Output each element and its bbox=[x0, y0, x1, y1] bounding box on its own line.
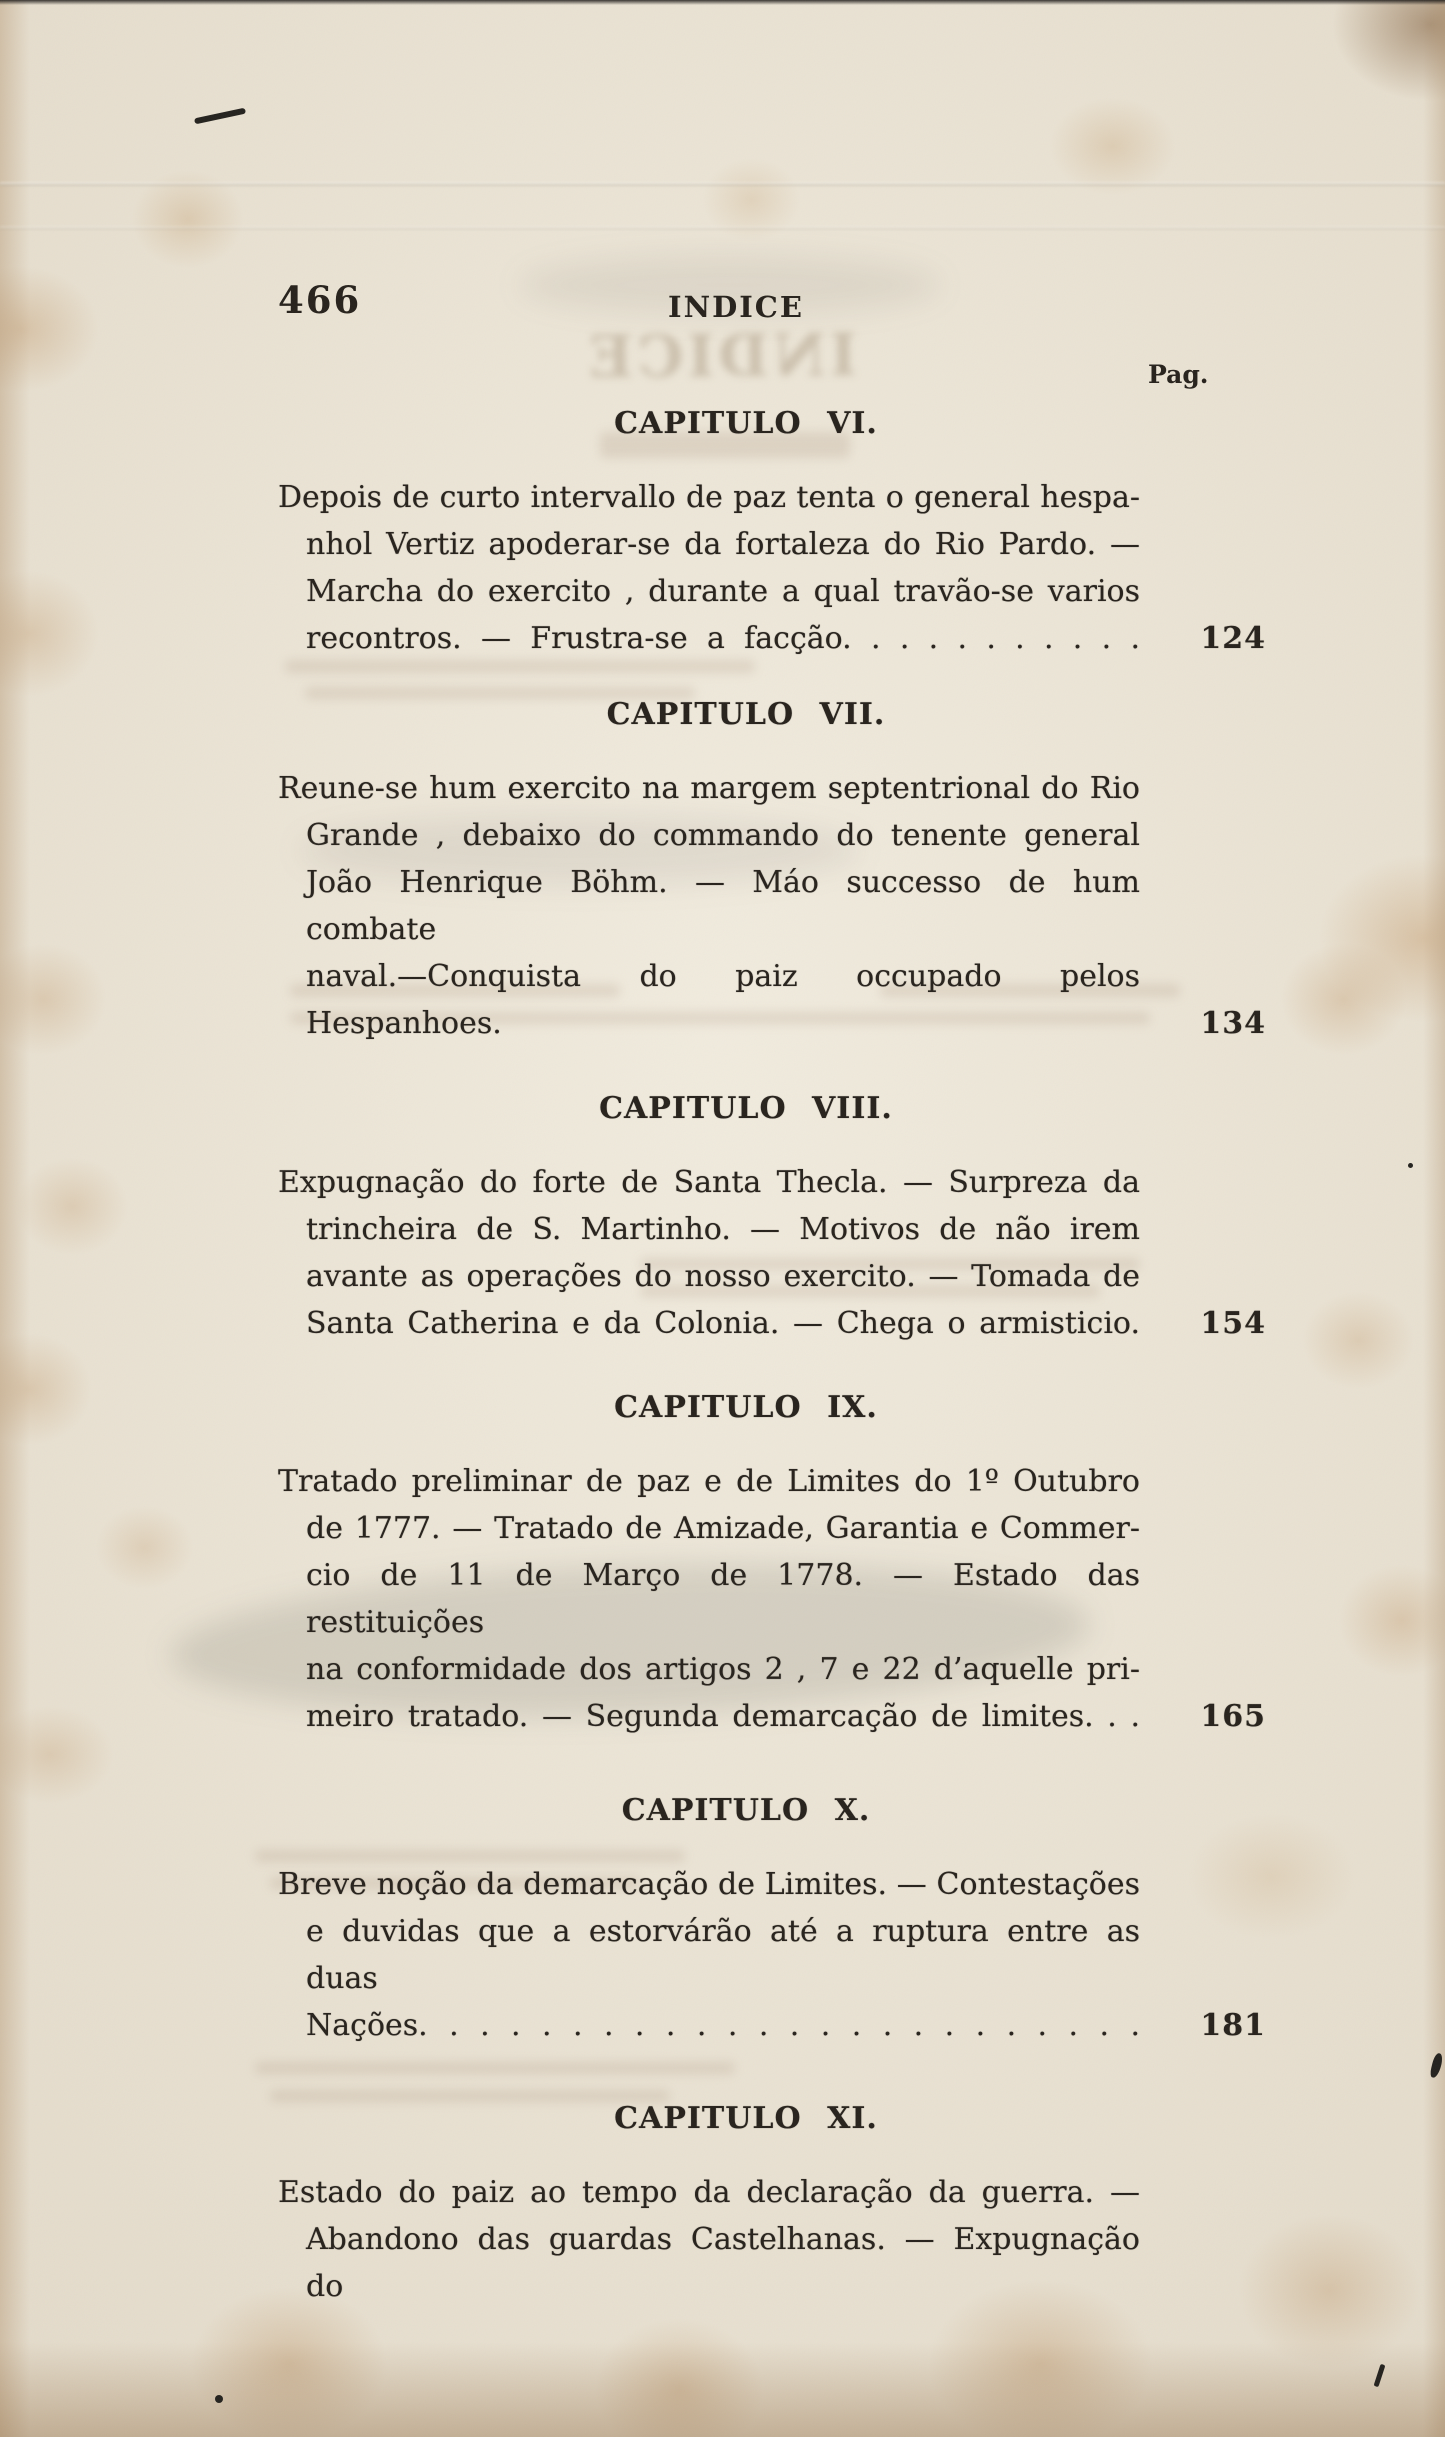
toc-line: Nações. . . . . . . . . . . . . . . . . . . . . . . . bbox=[306, 2008, 1140, 2043]
chapter-heading: CAPITULO XI. bbox=[614, 2101, 878, 2136]
folio-page-number: 466 bbox=[278, 278, 362, 322]
toc-chapter bbox=[278, 1388, 1266, 1740]
page-ref: 124 bbox=[1200, 621, 1266, 656]
toc-line: Estado do paiz ao tempo da declaração da guerra. — bbox=[278, 2175, 1140, 2210]
toc-chapter bbox=[278, 404, 1266, 662]
toc-line: João Henrique Böhm. — Máo successo de hum combate bbox=[306, 865, 1140, 947]
toc-line: trincheira de S. Martinho. — Motivos de não irem bbox=[306, 1212, 1140, 1247]
ink-mark-dot bbox=[1408, 1163, 1413, 1168]
toc-line: Reune-se hum exercito na margem septentrional do Rio bbox=[278, 771, 1140, 806]
toc-line: Breve noção da demarcação de Limites. — Contestações bbox=[278, 1867, 1140, 1902]
toc-line: Tratado preliminar de paz e de Limites do 1º Outubro bbox=[278, 1464, 1140, 1499]
chapter-heading: CAPITULO VII. bbox=[606, 697, 886, 732]
ink-mark-slash bbox=[1374, 2364, 1386, 2387]
chapter-heading: CAPITULO VIII. bbox=[599, 1091, 893, 1126]
toc-line: Grande , debaixo do commando do tenente general bbox=[306, 818, 1140, 853]
page-ref: 181 bbox=[1200, 2008, 1266, 2043]
toc-chapter bbox=[278, 695, 1266, 1047]
toc-line: cio de 11 de Março de 1778. — Estado das restituições bbox=[306, 1558, 1140, 1640]
toc-line: Marcha do exercito , durante a qual travão-se varios bbox=[306, 574, 1140, 609]
toc-line: Abandono das guardas Castelhanas. — Expugnação do bbox=[306, 2222, 1140, 2304]
ink-mark-dash bbox=[194, 108, 246, 125]
toc-line: Expugnação do forte de Santa Thecla. — Surpreza da bbox=[278, 1165, 1140, 1200]
paper-crease bbox=[0, 226, 1445, 230]
toc-line: avante as operações do nosso exercito. — Tomada de bbox=[306, 1259, 1140, 1294]
toc-chapter bbox=[278, 1089, 1266, 1347]
chapter-heading: CAPITULO VI. bbox=[614, 406, 878, 441]
ink-mark-comma bbox=[1429, 2052, 1444, 2078]
chapter-heading: CAPITULO X. bbox=[621, 1793, 871, 1828]
page-ref: 165 bbox=[1200, 1699, 1266, 1734]
page-ref: 154 bbox=[1200, 1306, 1266, 1341]
toc-chapter bbox=[278, 2099, 1266, 2310]
page-ref: 134 bbox=[1200, 1006, 1266, 1041]
toc-line: e duvidas que a estorvárão até a ruptura entre as duas bbox=[306, 1914, 1140, 1996]
toc-line: de 1777. — Tratado de Amizade, Garantia e Commer- bbox=[306, 1511, 1140, 1546]
toc-line: na conformidade dos artigos 2 , 7 e 22 d’aquelle pri- bbox=[306, 1652, 1140, 1687]
chapter-heading: CAPITULO IX. bbox=[614, 1390, 878, 1425]
toc-line: Santa Catherina e da Colonia. — Chega o armisticio. bbox=[306, 1306, 1140, 1341]
toc-line: naval.—Conquista do paiz occupado pelos Hespanhoes. bbox=[306, 959, 1140, 1041]
paper-crease bbox=[0, 182, 1445, 186]
toc-line: recontros. — Frustra-se a facção. . . . . . . . . . . bbox=[306, 621, 1140, 656]
toc-line: nhol Vertiz apoderar-se da fortaleza do Rio Pardo. — bbox=[306, 527, 1140, 562]
toc-line: Depois de curto intervallo de paz tenta o general hespa- bbox=[278, 480, 1140, 515]
toc-chapter bbox=[278, 1791, 1266, 2049]
ghost-show-through-text: INDICE bbox=[584, 320, 858, 392]
page-column-label: Pag. bbox=[1148, 360, 1209, 389]
running-head-title: INDICE bbox=[668, 290, 804, 324]
toc-line: meiro tratado. — Segunda demarcação de limites. . . bbox=[306, 1699, 1140, 1734]
table-of-contents bbox=[278, 404, 1266, 2310]
ink-mark-dot bbox=[215, 2395, 223, 2403]
